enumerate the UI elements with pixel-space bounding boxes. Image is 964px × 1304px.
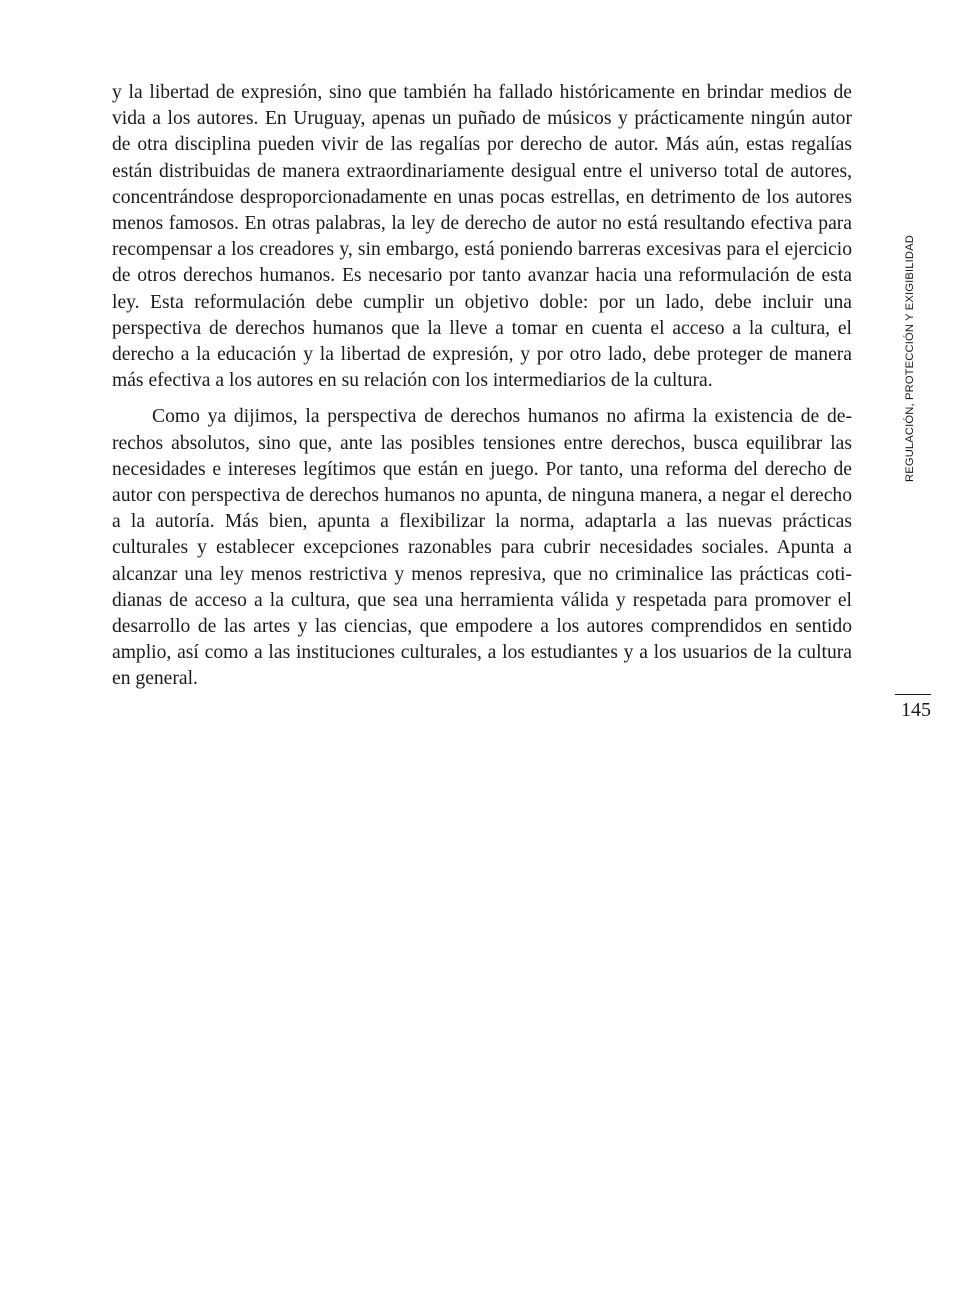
- body-text: [112, 80, 852, 693]
- running-head: [904, 216, 922, 482]
- running-head-text: REGULACIÓN, PROTECCIÓN Y EXIGIBILIDAD: [904, 235, 916, 482]
- page-number-rule: [895, 694, 931, 695]
- paragraph-1: y la libertad de expresión, sino que también ha fallado históricamente en brindar medios de vida a los autores. En Uruguay, apenas un puñado de músicos y prácticamente ningún autor de otra disciplina pueden vivir de las regalías por derecho de autor. Más aún, estas regalías están distribuidas de manera extraordinariamente desigual entre el universo total de autores, concentrándose desproporcionadamente en unas pocas estrellas, en detrimento de los autores menos famosos. En otras palabras, la ley de derecho de autor no está resultando efectiva para recompensar a los creadores y, sin embargo, está poniendo barreras excesivas para el ejercicio de otros derechos humanos. Es necesario por tanto avanzar hacia una reformulación de esta ley. Esta reformulación debe cumplir un objetivo doble: por un lado, debe incluir una perspectiva de derechos humanos que la lleve a tomar en cuenta el acceso a la cultura, el derecho a la educación y la libertad de expresión, y por otro lado, debe proteger de manera más efectiva a los autores en su relación con los intermediarios de la cultura.: [112, 82, 852, 392]
- paragraph-2: Como ya dijimos, la perspectiva de derechos humanos no afirma la existencia de derechos absolutos, sino que, ante las posibles tensiones entre derechos, busca equilibrar las necesidades e intereses legítimos que están en juego. Por tanto, una reforma del derecho de autor con perspectiva de derechos humanos no apunta, de ninguna manera, a negar el derecho a la autoría. Más bien, apunta a flexibilizar la norma, adaptarla a las nuevas prácticas culturales y establecer excepciones razonables para cubrir necesidades sociales. Apunta a alcanzar una ley menos restrictiva y menos represiva, que no criminalice las prácticas cotidianas de acceso a la cultura, que sea una herramienta válida y respetada para promover el desarrollo de las artes y las ciencias, que empodere a los autores comprendidos en sentido amplio, así como a las instituciones culturales, a los estudiantes y a los usuarios de la cultura en general.: [112, 406, 852, 690]
- page-number: 145: [901, 699, 931, 721]
